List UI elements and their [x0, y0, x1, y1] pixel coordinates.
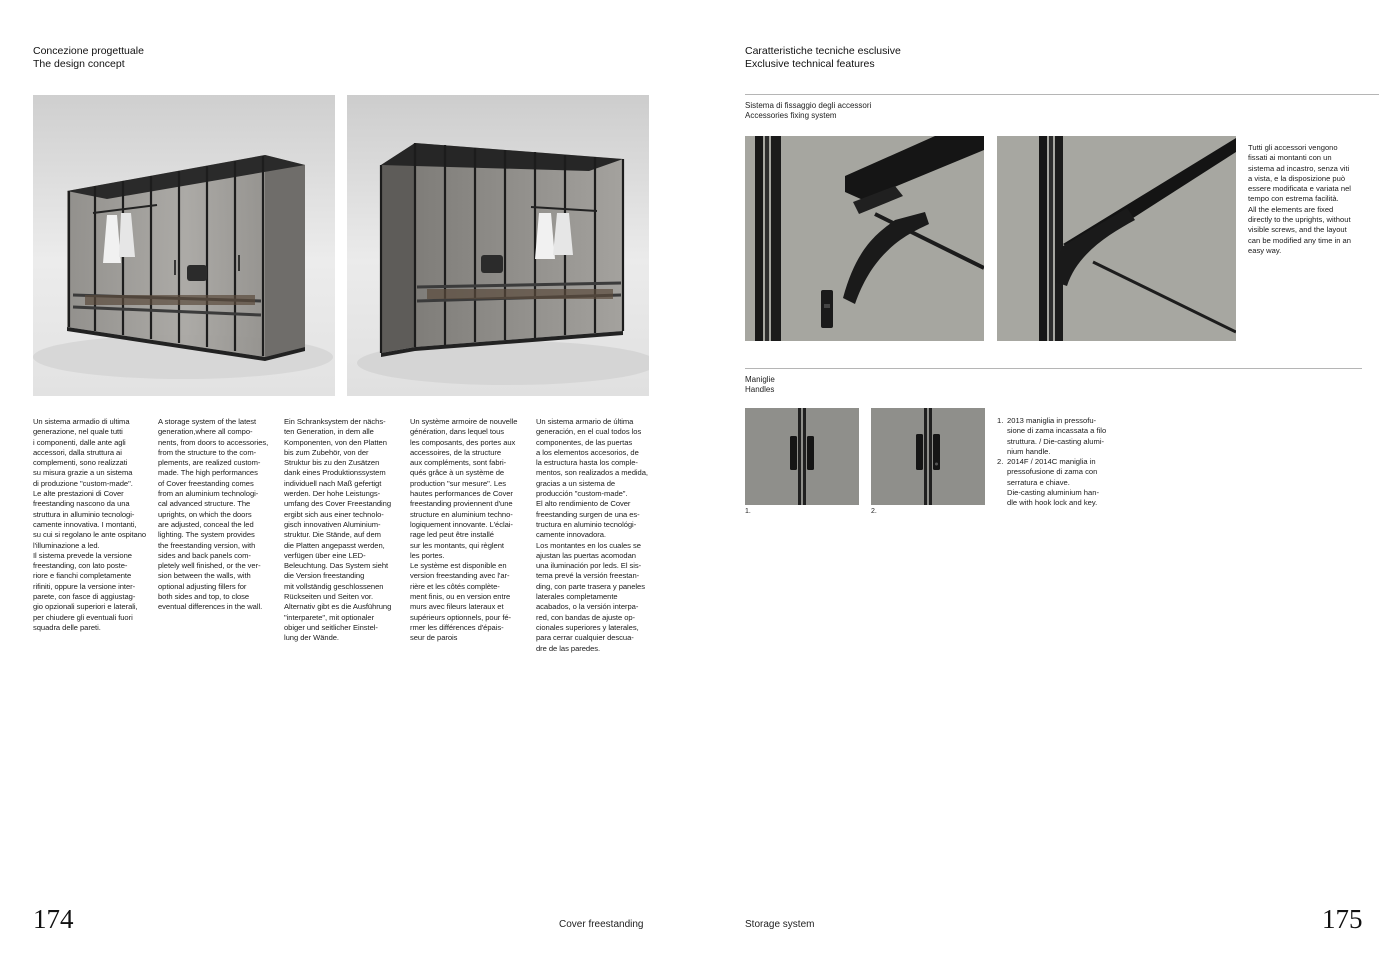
footer-right: Storage system: [745, 919, 815, 930]
text-column-french: Un système armoire de nouvelle génération, dans lequel tous les composants, des portes aux accessoires, de la structure aux compléments, sont fabri- qués grâce à un système de production "sur mesure". Les hautes performances de Cover freestanding proviennent d'une structure en aluminium techno- logiquement innovante. L'éclai- rage led peut être installé sur les montants, qui règlent les portes. Le système est disponible en version freestanding avec l'ar- rière et les côtés complète- ment finis, ou en version entre murs avec fileurs lateraux et supérieurs optionnels, pour fé- rmer les différences d'épais- seur de parois: [410, 417, 518, 643]
handle-item-number: 1.: [997, 416, 1004, 425]
fixing-description: Tutti gli accessori vengono fissati ai montanti con un sistema ad incastro, senza viti a vista, e la disposizione può essere modificata e variata nel tempo con estrema facilità. All the elements are fixed directly to the uprights, without visible screws, and the layout can be modified any time in an easy way.: [1248, 143, 1351, 255]
left-heading-italian: Concezione progettuale: [33, 45, 144, 57]
left-heading: [33, 45, 144, 71]
handle-item-text: 2014F / 2014C maniglia in pressofusione di zama con serratura e chiave. Die-casting aluminium han- dle with hook lock and key.: [1007, 457, 1100, 508]
handle-image-label-1: 1.: [745, 508, 751, 515]
text-column-spanish: Un sistema armario de última generación, en el cual todos los componentes, de las puertas a los elementos accesorios, de la estructura hasta los comple- mentos, son realizados a medida, gracias a un sistema de producción "custom-made". El alto rendimiento de Cover freestanding surgen de una es- tructura en aluminio tecnológi- camente innovadora. Los montantes en los cuales se ajustan las puertas acomodan una iluminación por leds. El sis- tema prevé la versión freestan- ding, con parte trasera y paneles laterales completamente acabados, o la versión interpa- red, con bandas de ajuste op- cionales superiores y laterales, para cerrar cualquier descua- dre de las paredes.: [536, 417, 648, 653]
text-column-german: Ein Schranksystem der nächs- ten Generation, in dem alle Komponenten, von den Platten bis zum Zubehör, von der Struktur bis zu den Zusätzen dank eines Produktionssystem individuell nach Maß gefertigt werden. Der hohe Leistungs- umfang des Cover Freestanding ergibt sich aus einer technolo- gisch innovativen Aluminium- struktur. Die Stände, auf dem die Platten angepasst werden, verfügen über eine LED- Beleuchtung. Das System sieht die Version freestanding mit vollständig geschlossenen Rückseiten und Seiten vor. Alternativ gibt es die Ausführung "interparete", mit optionaler obiger und seitlicher Einstel- lung der Wände.: [284, 417, 392, 643]
handles-caption: [745, 375, 775, 395]
fixing-caption-english: Accessories fixing system: [745, 111, 837, 120]
text-column-english: A storage system of the latest generation,where all compo- nents, from doors to accessories, from the structure to the com- plements, are realized custom- made. The high performances of Cover freestanding comes from an aluminium technologi- cal advanced structure. The uprights, on which the doors are adjusted, conceal the led lighting. The system provides the freestanding version, with sides and back panels com- pletely well finished, or the ver- sion between the walls, with optional adjusting fillers for both sides and top, to close eventual differences in the wall.: [158, 417, 269, 612]
handles-caption-english: Handles: [745, 385, 775, 394]
wardrobe-front-photo: [33, 95, 335, 396]
divider-top: [745, 94, 1379, 95]
divider-middle: [745, 368, 1362, 369]
handle-image-label-2: 2.: [871, 508, 877, 515]
handle-item: [997, 416, 1122, 457]
handle-item-number: 2.: [997, 457, 1004, 467]
handle-2013-photo: [745, 408, 859, 505]
right-heading: [745, 45, 901, 71]
text-column-italian: Un sistema armadio di ultima generazione, nel quale tutti i componenti, dalle ante agli accessori, dalla struttura ai complementi, sono realizzati su misura grazie a un sistema di produzione "custom-made". Le alte prestazioni di Cover freestanding nascono da una struttura in alluminio tecnologi- camente innovativa. I montanti, su cui si regolano le ante ospitano l'illuminazione a led. Il sistema prevede la versione freestanding, con lato poste- riore e fianchi completamente rifiniti, oppure la versione inter- parete, con fasce di aggiustag- gio opzionali superiori e laterali, per chiudere gli eventuali fuori squadra delle pareti.: [33, 417, 147, 632]
fixing-mounted-photo: [997, 136, 1236, 341]
right-heading-italian: Caratteristiche tecniche esclusive: [745, 45, 901, 57]
footer-left: Cover freestanding: [559, 919, 644, 930]
handles-list: [997, 416, 1122, 509]
page-number-right: 175: [1322, 904, 1363, 934]
page-number-left: 174: [33, 904, 74, 934]
fixing-caption: [745, 101, 871, 121]
handles-caption-italian: Maniglie: [745, 375, 775, 384]
fixing-exploded-photo: [745, 136, 984, 341]
wardrobe-angle-photo: [347, 95, 649, 396]
handle-item: [997, 457, 1122, 508]
fixing-caption-italian: Sistema di fissaggio degli accessori: [745, 101, 872, 110]
handle-2014-photo: [871, 408, 985, 505]
left-heading-english: The design concept: [33, 58, 125, 70]
right-heading-english: Exclusive technical features: [745, 58, 875, 70]
handle-item-text: 2013 maniglia in pressofu- sione di zama incassata a filo struttura. / Die-casting alumi- nium handle.: [1007, 416, 1107, 456]
